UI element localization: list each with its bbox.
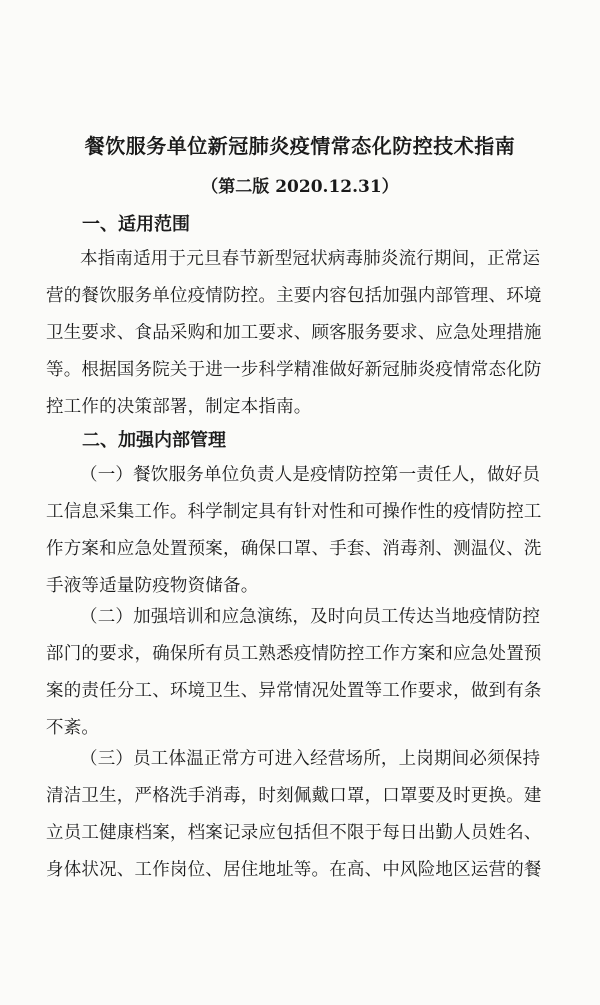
section-heading-scope: 一、适用范围 <box>82 214 190 235</box>
paragraph-line: 部门的要求，确保所有员工熟悉疫情防控工作方案和应急处置预 <box>46 644 542 664</box>
paragraph-line: 等。根据国务院关于进一步科学精准做好新冠肺炎疫情常态化防 <box>46 360 542 380</box>
paragraph-line: 工信息采集工作。科学制定具有针对性和可操作性的疫情防控工 <box>46 502 542 522</box>
paragraph-line: 作方案和应急处置预案，确保口罩、手套、消毒剂、测温仪、洗 <box>46 539 542 559</box>
paragraph-line: 不紊。 <box>46 718 100 738</box>
paragraph-line: （一）餐饮服务单位负责人是疫情防控第一责任人，做好员 <box>80 465 541 485</box>
paragraph-line: （三）员工体温正常方可进入经营场所，上岗期间必须保持 <box>80 749 541 769</box>
document-title: 餐饮服务单位新冠肺炎疫情常态化防控技术指南 <box>84 134 516 158</box>
paragraph-line: 控工作的决策部署，制定本指南。 <box>46 397 312 417</box>
section-heading-internal-management: 二、加强内部管理 <box>82 430 226 451</box>
paragraph-line: 手液等适量防疫物资储备。 <box>46 576 259 596</box>
document-subtitle: （第二版 2020.12.31） <box>201 177 399 197</box>
paragraph-line: 身体状况、工作岗位、居住地址等。在高、中风险地区运营的餐 <box>46 860 542 880</box>
paragraph-line: 立员工健康档案，档案记录应包括但不限于每日出勤人员姓名、 <box>46 823 542 843</box>
paragraph-line: 卫生要求、食品采购和加工要求、顾客服务要求、应急处理措施 <box>46 323 542 343</box>
paragraph-line: 案的责任分工、环境卫生、异常情况处置等工作要求，做到有条 <box>46 681 542 701</box>
paragraph-line: （二）加强培训和应急演练，及时向员工传达当地疫情防控 <box>80 607 541 627</box>
paragraph-line: 清洁卫生，严格洗手消毒，时刻佩戴口罩，口罩要及时更换。建 <box>46 786 542 806</box>
paragraph-line: 本指南适用于元旦春节新型冠状病毒肺炎流行期间，正常运 <box>80 249 541 269</box>
paragraph-line: 营的餐饮服务单位疫情防控。主要内容包括加强内部管理、环境 <box>46 286 542 306</box>
